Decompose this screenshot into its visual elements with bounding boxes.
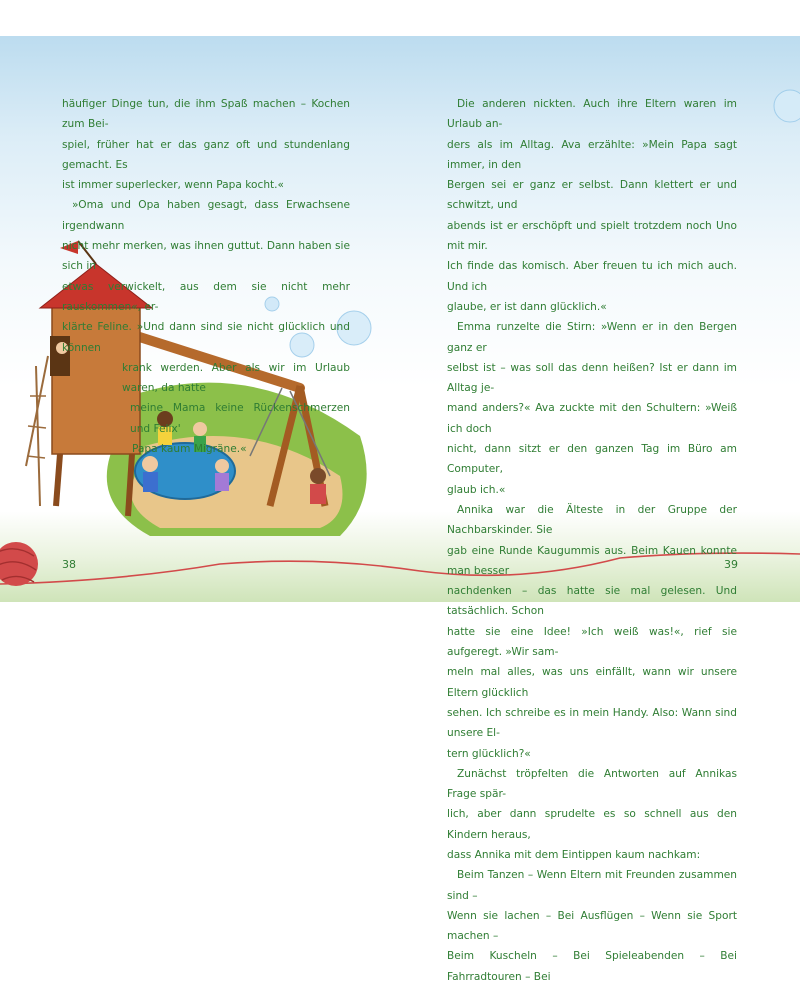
text-line: meine Mama keine Rückenschmerzen und Felix' [130,402,350,435]
text-line: »Oma und Opa haben gesagt, dass Erwachsene irgendwann [62,199,350,232]
text-line: glaub ich.« [447,483,506,496]
text-line: hatte sie eine Idee! »Ich weiß was!«, rief sie aufgeregt. »Wir sam- [447,625,737,659]
page-number-left: 38 [62,558,76,571]
text-line: nicht, dann sitzt er den ganzen Tag im Büro am Computer, [447,443,737,476]
text-line: dass Annika mit dem Eintippen kaum nachkam: [447,848,701,861]
yarn-ball-icon [0,542,38,586]
text-line: tern glücklich?« [447,747,531,760]
text-line: abends ist er erschöpft und spielt trotzdem noch Uno mit mir. [447,219,737,253]
page-number-right: 39 [724,558,738,571]
text-line: ist immer superlecker, wenn Papa kocht.« [62,179,285,192]
text-line: Ich finde das komisch. Aber freuen tu ich mich auch. Und ich [447,260,737,293]
text-line: gab eine Runde Kaugummis aus. Beim Kauen konnte man besser [447,544,737,577]
text-line: Papa kaum Migräne.« [132,443,247,456]
text-line: klärte Feline. »Und dann sind sie nicht glücklich und können [62,321,350,354]
text-line: glaube, er ist dann glücklich.« [447,300,607,313]
text-line: meln mal alles, was uns einfällt, wann wir unsere Eltern glücklich [447,666,737,699]
text-line: selbst ist – was soll das denn heißen? Ist er dann im Alltag je- [447,361,737,395]
text-line: Beim Kuscheln – Bei Spieleabenden – Bei Fahrradtouren – Bei [447,950,737,983]
text-line: häufiger Dinge tun, die ihm Spaß machen – Kochen zum Bei- [62,98,350,131]
text-line: etwas verwickelt, aus dem sie nicht mehr rauskommen«, er- [62,280,350,313]
book-spread [0,36,800,983]
text-line: Die anderen nickten. Auch ihre Eltern waren im Urlaub an- [447,98,737,131]
text-line: Wenn sie lachen – Bei Ausflügen – Wenn sie Sport machen – [447,909,737,943]
text-line: mand anders?« Ava zuckte mit den Schultern: »Weiß ich doch [447,402,737,435]
right-page-text [447,94,737,987]
text-line: spiel, früher hat er das ganz oft und stundenlang gemacht. Es [62,138,350,171]
text-line: nachdenken – das hatte sie mal gelesen. Und tatsächlich. Schon [447,585,737,618]
text-line: Annika war die Älteste in der Gruppe der Nachbarskinder. Sie [447,503,737,537]
text-line: Emma runzelte die Stirn: »Wenn er in den Bergen ganz er [447,321,737,354]
text-line: Bergen sei er ganz er selbst. Dann klettert er und schwitzt, und [447,179,737,212]
text-line: sehen. Ich schreibe es in mein Handy. Also: Wann sind unsere El- [447,706,737,740]
text-line: ders als im Alltag. Ava erzählte: »Mein Papa sagt immer, in den [447,138,737,171]
text-line: Beim Tanzen – Wenn Eltern mit Freunden zusammen sind – [447,869,737,902]
text-line: lich, aber dann sprudelte es so schnell aus den Kindern heraus, [447,808,737,841]
text-line: Zunächst tröpfelten die Antworten auf Annikas Frage spär- [447,767,737,801]
text-line: krank werden. Aber als wir im Urlaub waren, da hatte [122,361,350,395]
text-line: nicht mehr merken, was ihnen guttut. Dann haben sie sich in [62,240,350,273]
left-page-text [62,94,350,459]
